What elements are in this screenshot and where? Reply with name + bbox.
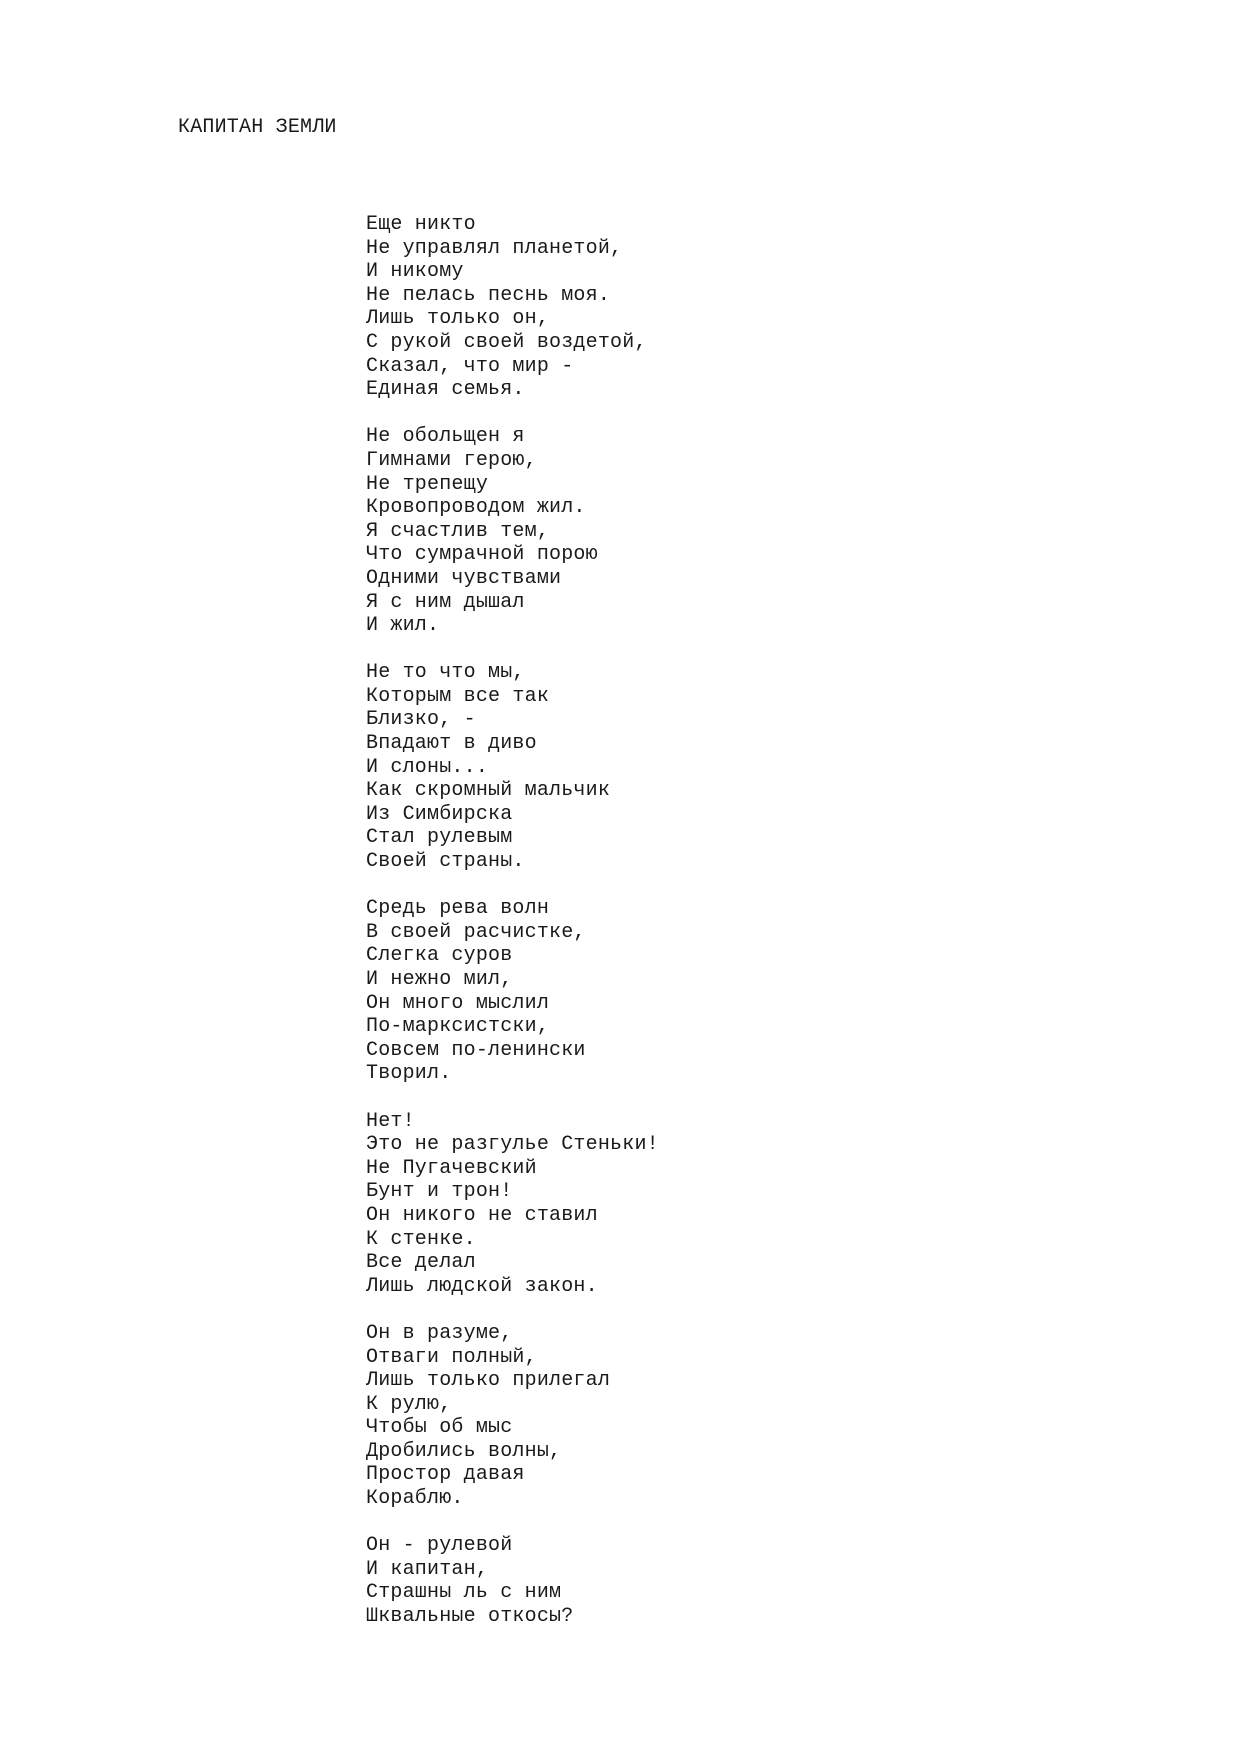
poem-line: Кровопроводом жил.	[366, 496, 586, 520]
poem-line: И капитан,	[366, 1557, 489, 1581]
stanza-3	[366, 661, 659, 873]
poem-line: Отваги полный,	[366, 1345, 537, 1369]
poem-line: Лишь только прилегал	[366, 1369, 611, 1393]
poem-line: И слоны...	[366, 755, 489, 779]
poem-line: Страшны ль с ним	[366, 1581, 562, 1605]
poem-line: Он никого не ставил	[366, 1203, 598, 1227]
poem-line: Он много мыслил	[366, 991, 550, 1015]
poem-line: Не то что мы,	[366, 661, 525, 685]
stanza-6	[366, 1322, 659, 1511]
poem-line: Кораблю.	[366, 1487, 464, 1511]
poem-line: По-марксистски,	[366, 1015, 550, 1039]
poem-line: Я с ним дышал	[366, 590, 525, 614]
stanza-5	[366, 1110, 659, 1299]
poem-line: Не обольщен я	[366, 425, 525, 449]
poem-line: Совсем по-ленински	[366, 1038, 586, 1062]
poem-line: Слегка суров	[366, 944, 513, 968]
poem-line: Которым все так	[366, 684, 550, 708]
poem-line: Единая семья.	[366, 378, 525, 402]
stanza-7	[366, 1534, 659, 1628]
poem-line: Из Симбирска	[366, 802, 513, 826]
poem-line: Лишь только он,	[366, 307, 550, 331]
poem-line: Бунт и трон!	[366, 1180, 513, 1204]
poem-line: Одними чувствами	[366, 566, 562, 590]
poem-line: Это не разгулье Стеньки!	[366, 1133, 659, 1157]
poem-line: И нежно мил,	[366, 968, 513, 991]
poem-line: И жил.	[366, 614, 440, 638]
poem-line: Он - рулевой	[366, 1534, 513, 1558]
poem-line: Впадают в диво	[366, 732, 537, 756]
poem-line: Как скромный мальчик	[366, 779, 611, 803]
poem-line: Нет!	[366, 1109, 415, 1133]
poem-line: Что сумрачной порою	[366, 543, 598, 567]
poem-line: Лишь людской закон.	[366, 1274, 598, 1298]
stanza-2	[366, 425, 659, 637]
poem-line: Он в разуме,	[366, 1321, 513, 1345]
poem-line: К стенке.	[366, 1227, 476, 1251]
poem-line: Не трепещу	[366, 472, 489, 496]
poem-body	[366, 213, 659, 1652]
poem-line: Стал рулевым	[366, 826, 513, 850]
poem-line: Близко, -	[366, 708, 476, 732]
poem-line: Еще никто	[366, 213, 476, 236]
poem-line: Творил.	[366, 1062, 452, 1086]
poem-line: Не пелась песнь моя.	[366, 283, 611, 307]
poem-line: Гимнами герою,	[366, 448, 537, 472]
poem-line: Все делал	[366, 1251, 476, 1275]
stanza-4	[366, 897, 659, 1086]
poem-line: Я счастлив тем,	[366, 519, 550, 543]
poem-line: Дробились волны,	[366, 1439, 562, 1463]
poem-line: Чтобы об мыс	[366, 1416, 513, 1440]
poem-line: Не управлял планетой,	[366, 236, 623, 260]
poem-line: Простор давая	[366, 1463, 525, 1487]
poem-line: Средь рева волн	[366, 897, 550, 921]
poem-line: Не Пугачевский	[366, 1156, 537, 1180]
page-title: КАПИТАН ЗЕМЛИ	[178, 116, 337, 139]
poem-line: К рулю,	[366, 1392, 452, 1416]
poem-line: Своей страны.	[366, 850, 525, 874]
stanza-1	[366, 213, 659, 402]
poem-line: С рукой своей воздетой,	[366, 330, 647, 354]
poem-line: Сказал, что мир -	[366, 354, 574, 378]
poem-line: В своей расчистке,	[366, 920, 586, 944]
poem-line: И никому	[366, 260, 464, 284]
poem-line: Шквальные откосы?	[366, 1605, 574, 1629]
